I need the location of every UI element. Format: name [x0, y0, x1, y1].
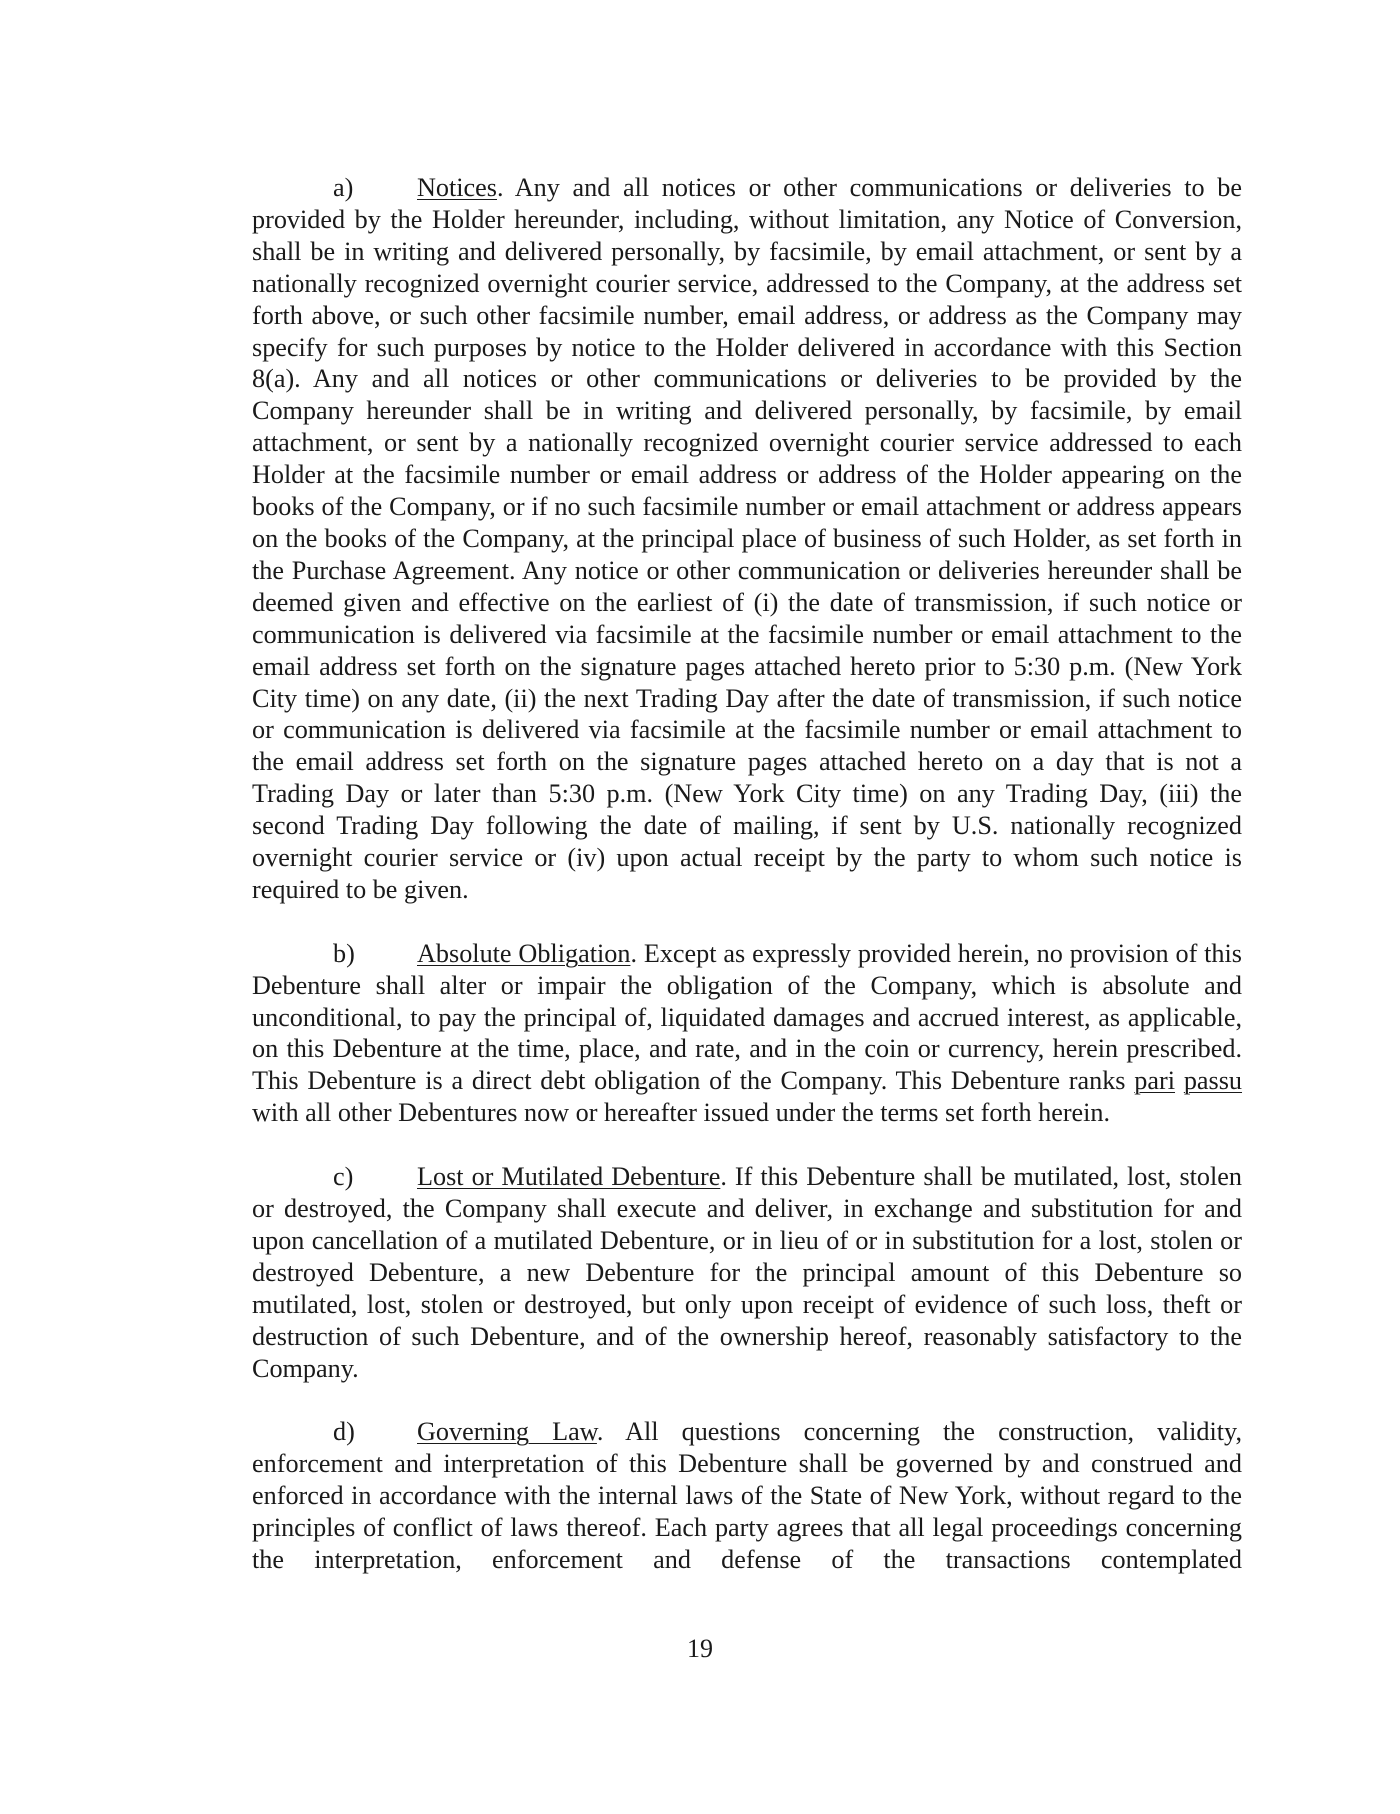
- section-d-governing-law: [252, 1416, 1242, 1576]
- document-page: [252, 172, 1242, 1608]
- section-body-continued: with all other Debentures now or hereafter issued under the terms set forth herein.: [252, 1098, 1111, 1128]
- section-body: . If this Debenture shall be mutilated, lost, stolen or destroyed, the Company shall execute and deliver, in exchange and substitution for and upon cancellation of a mutilated Debenture, or in lieu of or in substitution for a lost, stolen or destroyed Debenture, a new Debenture for the principal amount of this Debenture so mutilated, lost, stolen or destroyed, but only upon receipt of evidence of such loss, theft or destruction of such Debenture, and of the ownership hereof, reasonably satisfactory to the Company.: [252, 1162, 1242, 1383]
- section-label: a): [333, 173, 354, 202]
- section-heading: Lost or Mutilated Debenture: [417, 1162, 721, 1192]
- underlined-term-pari: pari: [1134, 1066, 1176, 1096]
- section-body: . Except as expressly provided herein, no provision of this Debenture shall alter or impair the obligation of the Company, which is absolute and unconditional, to pay the principal of, liquidated damages and accrued interest, as applicable, on this Debenture at the time, place, and rate, and in the coin or currency, herein prescribed. This Debenture is a direct debt obligation of the Company. This Debenture ranks: [252, 938, 1242, 1096]
- section-c-lost-or-mutilated-debenture: [252, 1161, 1242, 1384]
- section-body: . All questions concerning the construction, validity, enforcement and interpretation of this Debenture shall be governed by and construed and enforced in accordance with the internal laws of the State of New York, without regard to the principles of conflict of laws thereof. Each party agrees that all legal proceedings concerning the interpretation, enforcement and defense of the transactions contemplated: [252, 1417, 1242, 1574]
- section-heading: Notices: [417, 173, 497, 202]
- section-label: d): [333, 1417, 355, 1447]
- section-body: . Any and all notices or other communications or deliveries to be provided by the Holder hereunder, including, without limitation, any Notice of Conversion, shall be in writing and delivered personally, by facsimile, by email attachment, or sent by a nationally recognized overnight courier service, addressed to the Company, at the address set forth above, or such other facsimile number, email address, or address as the Company may specify for such purposes by notice to the Holder delivered in accordance with this Section 8(a). Any and all notices or other communications or deliveries to be provided by the Company hereunder shall be in writing and delivered personally, by facsimile, by email attachment, or sent by a nationally recognized overnight courier service addressed to each Holder at the facsimile number or email address or address of the Holder appearing on the books of the Company, or if no such facsimile number or email attachment or address appears on the books of the Company, at the principal place of business of such Holder, as set forth in the Purchase Agreement. Any notice or other communication or deliveries hereunder shall be deemed given and effective on the earliest of (i) the date of transmission, if such notice or communication is delivered via facsimile at the facsimile number or email attachment to the email address set forth on the signature pages attached hereto prior to 5:30 p.m. (New York City time) on any date, (ii) the next Trading Day after the date of transmission, if such notice or communication is delivered via facsimile at the facsimile number or email attachment to the email address set forth on the signature pages attached hereto on a day that is not a Trading Day or later than 5:30 p.m. (New York City time) on any Trading Day, (iii) the second Trading Day following the date of mailing, if sent by U.S. nationally recognized overnight courier service or (iv) upon actual receipt by the party to whom such notice is required to be given.: [252, 173, 1242, 904]
- section-b-absolute-obligation: [252, 938, 1242, 1129]
- section-heading: Absolute Obligation: [417, 938, 631, 968]
- section-label: b): [333, 938, 355, 968]
- page-number: 19: [687, 1634, 713, 1663]
- section-heading: Governing Law: [417, 1417, 597, 1447]
- underlined-term-passu: passu: [1183, 1066, 1243, 1096]
- section-label: c): [333, 1162, 354, 1192]
- section-a-notices: [252, 172, 1242, 906]
- section-body-space: [1175, 1066, 1184, 1095]
